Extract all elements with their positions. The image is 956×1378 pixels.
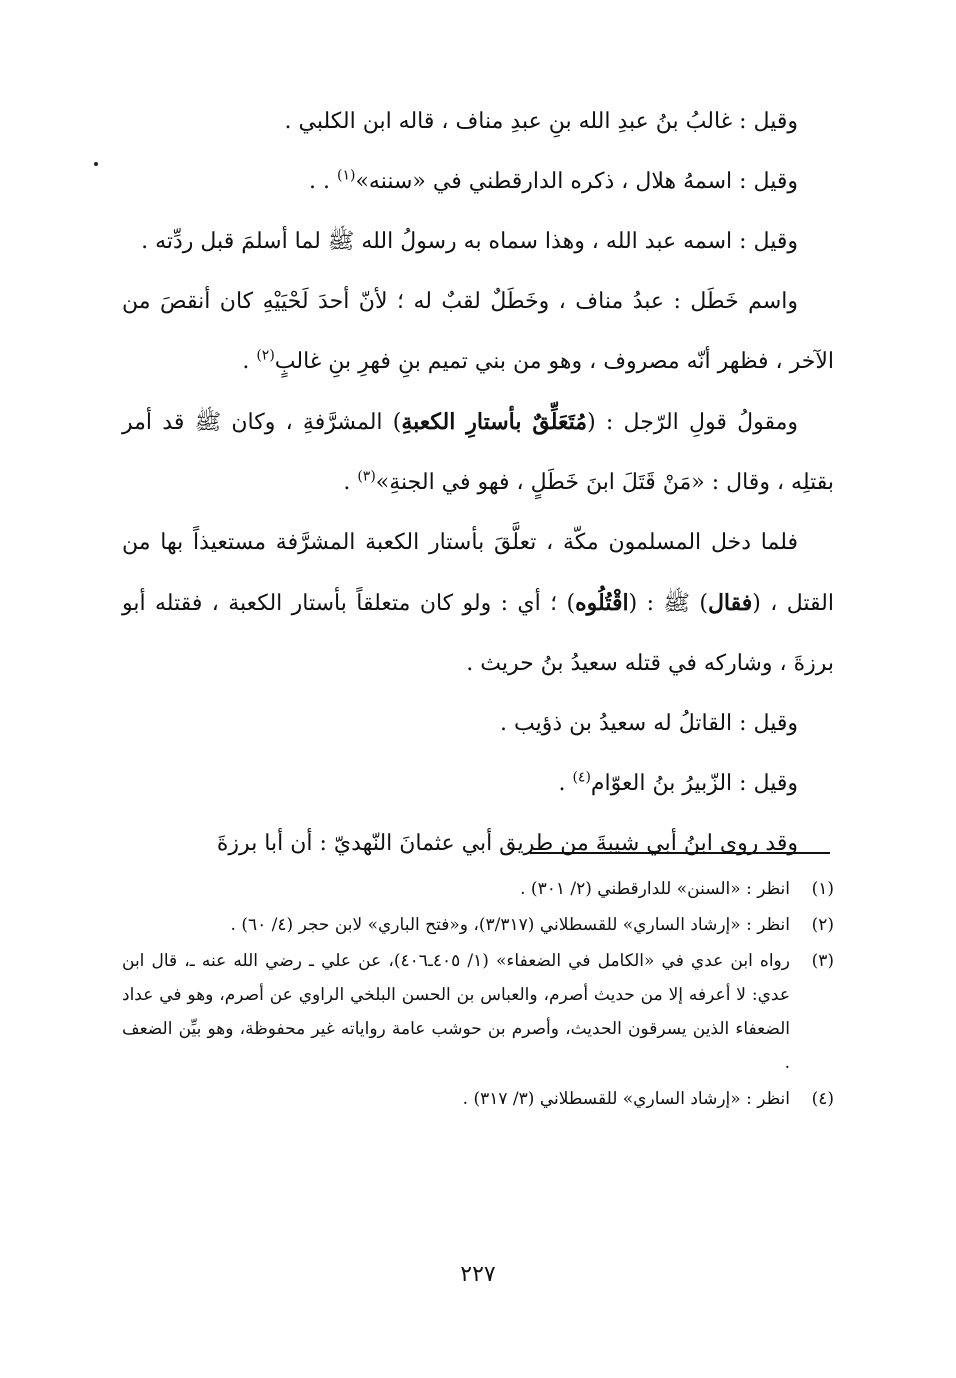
paragraph-4-end: .: [242, 349, 257, 374]
footnote-1: [122, 872, 834, 906]
footnote-number: (١): [811, 879, 834, 899]
paragraph-5-rest: ) المشرَّفةِ ، وكان ﷺ قد أمر بقتلِه ، وقال : «مَنْ قَتَلَ ابنَ خَطَلٍ ، فهو في الجنةِ»: [122, 410, 834, 495]
paragraph-6-start: فلما دخل المسلمون مكّة ، تعلَّقَ بأستار الكعبة المشرَّفة مستعيذاً بها من القتل ، (: [122, 530, 834, 616]
paragraph-6-middle: ) ﷺ : (: [628, 591, 708, 616]
paragraph-8-text: وقيل : الزّبيرُ بنُ العوّام: [590, 771, 798, 796]
footnote-number: (٤): [811, 1089, 834, 1109]
paragraph-3: [122, 212, 834, 272]
paragraph-5-end: .: [343, 470, 358, 495]
footnote-text: انظر : «إرشاد الساري» للقسطلاني (٣/٣١٧)، و«فتح الباري» لابن حجر (٤/ ٦٠) .: [230, 915, 790, 935]
page-number: ٢٢٧: [460, 1262, 496, 1287]
paragraph-4-text: واسم خَطَل : عبدُ مناف ، وخَطَلٌ لقبٌ له ؛ لأنّ أحدَ لَحْيَيْهِ كان أنقصَ من الآخر ، فظهر أنّه مصروف ، وهو من بني تميم بنِ فهرِ بنِ غالبٍ: [122, 289, 834, 374]
footnote-ref-1[interactable]: (١): [337, 167, 356, 184]
main-text: [122, 92, 834, 874]
paragraph-6: [122, 513, 834, 694]
paragraph-5: [122, 392, 834, 513]
paragraph-9-text: وقد روى ابنُ أبي شيبةَ من طريق أبي عثمانَ النّهديّ : أن أبا برزةَ: [216, 831, 798, 856]
footnote-text: رواه ابن عدي في «الكامل في الضعفاء» (١/ ٤٠٥ـ٤٠٦)، عن علي ـ رضي الله عنه ـ، قال ابن عدي: لا أعرفه إلا من حديث أصرم، والعباس بن الحسن البلخي الراوي عن أصرم، وهو في عداد الضعفاء الذين يسرقون الحديث، وأصرم بن حوشب عامة رواياته غير محفوظة، وهو بيِّن الضعف .: [122, 951, 790, 1073]
paragraph-2-text: وقيل : اسمهُ هلال ، ذكره الدارقطني في «سننه»: [355, 169, 798, 194]
paragraph-6-bold-1: فقال: [707, 590, 753, 616]
footnote-2: [122, 908, 834, 942]
paragraph-2: [122, 152, 834, 212]
footnote-text: انظر : «إرشاد الساري» للقسطلاني (٣/ ٣١٧) .: [462, 1089, 790, 1109]
footnote-separator: [530, 852, 830, 854]
scan-speck: [94, 162, 98, 166]
footnote-ref-3[interactable]: (٣): [357, 468, 376, 485]
paragraph-1-text: وقيل : غالبُ بنُ عبدِ الله بنِ عبدِ مناف ، قاله ابن الكلبي .: [284, 109, 798, 134]
paragraph-1: [122, 92, 834, 152]
paragraph-3-text: وقيل : اسمه عبد الله ، وهذا سماه به رسولُ الله ﷺ لما أسلمَ قبل ردِّته .: [141, 229, 798, 254]
paragraph-5-bold: مُتَعَلِّقٌ بأستارِ الكعبةِ: [401, 409, 588, 435]
footnote-ref-2[interactable]: (٢): [256, 347, 275, 364]
paragraph-2-end: . .: [309, 169, 337, 194]
footnote-4: [122, 1082, 834, 1116]
paragraph-7-text: وقيل : القاتلُ له سعيدُ بن ذؤيب .: [500, 711, 798, 736]
footnote-ref-4[interactable]: (٤): [572, 769, 591, 786]
paragraph-6-bold-2: اقْتُلُوه: [575, 590, 629, 616]
paragraph-4: [122, 272, 834, 392]
footnote-text: انظر : «السنن» للدارقطني (٢/ ٣٠١) .: [520, 879, 790, 899]
footnotes: [122, 872, 834, 1118]
paragraph-5-start: ومقولُ قولِ الرّجل : (: [587, 410, 798, 435]
paragraph-6-rest: ) ؛ أي : ولو كان متعلقاً بأستار الكعبة ، فقتله أبو برزةَ ، وشاركه في قتله سعيدُ بنُ حريث .: [122, 591, 834, 676]
paragraph-8: [122, 754, 834, 814]
footnote-3: [122, 944, 834, 1080]
paragraph-9: [122, 814, 834, 874]
footnote-number: (٣): [811, 951, 834, 971]
footnote-number: (٢): [811, 915, 834, 935]
paragraph-8-end: .: [558, 771, 573, 796]
paragraph-7: [122, 694, 834, 754]
